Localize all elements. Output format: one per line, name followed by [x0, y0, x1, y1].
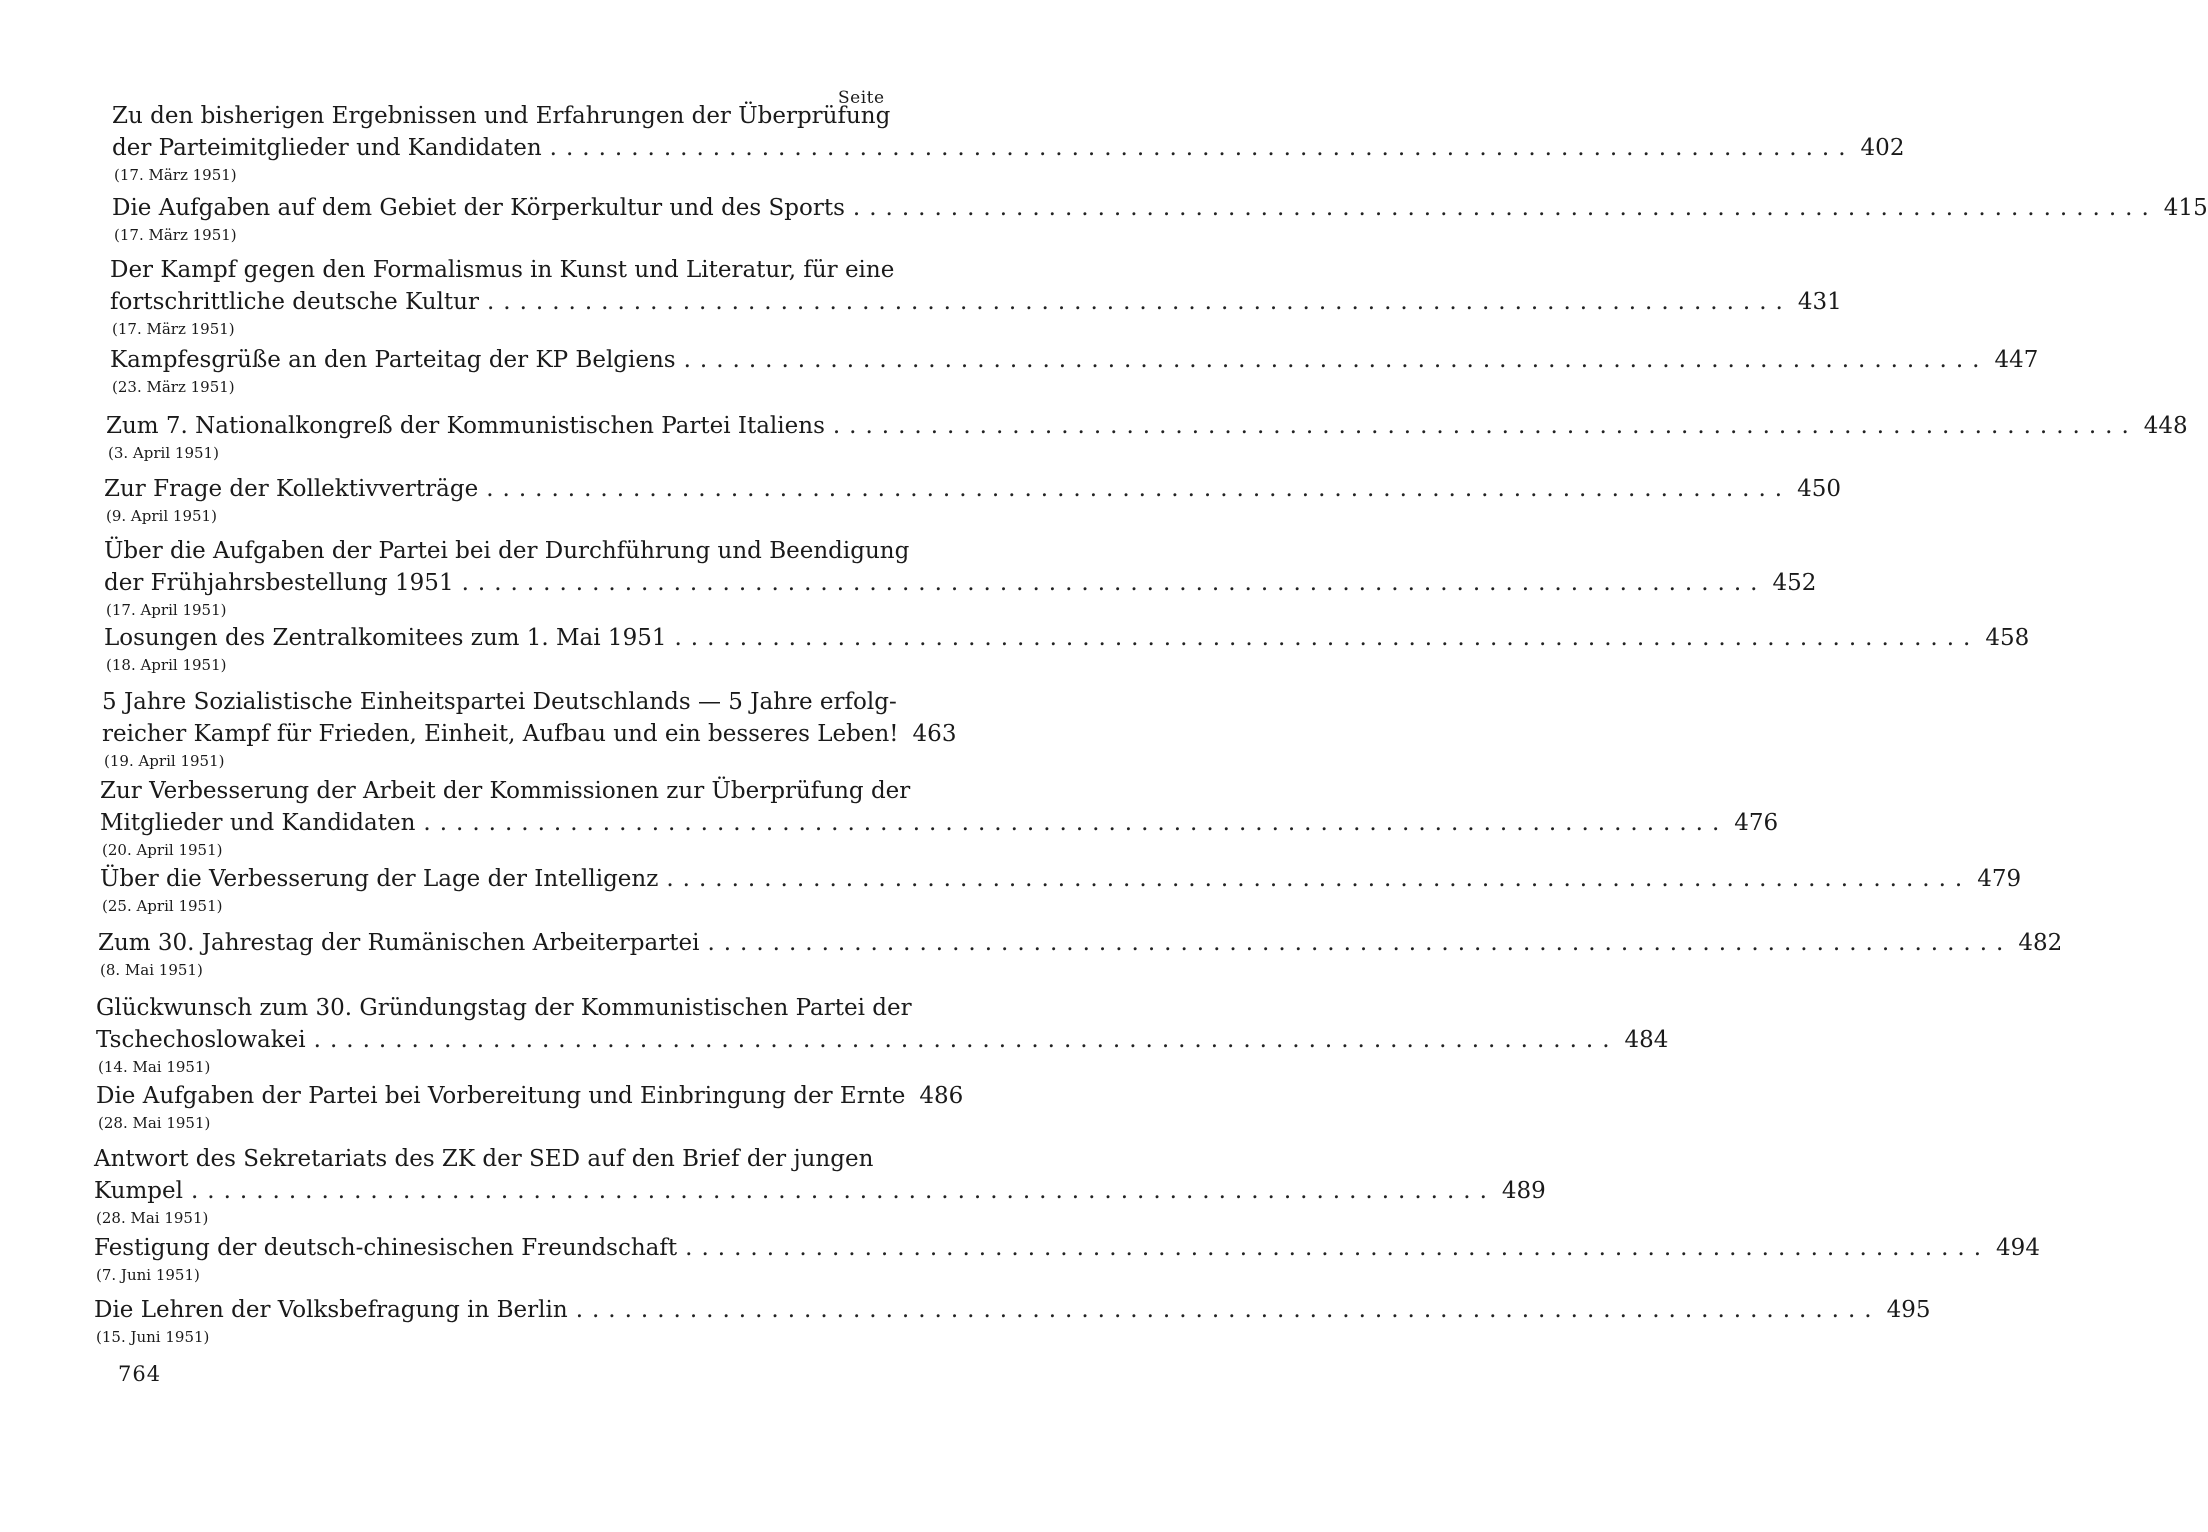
toc-entry-last-line — [106, 410, 2188, 442]
dot-leader: ................................................................................ — [549, 135, 1855, 161]
toc-entry-page: 486 — [919, 1083, 964, 1109]
toc-entry-date: (14. Mai 1951) — [98, 1058, 211, 1076]
toc-entry-date: (15. Juni 1951) — [96, 1328, 210, 1346]
toc-entry-page: 431 — [1797, 289, 1842, 315]
toc-entry-page: 495 — [1886, 1297, 1931, 1323]
toc-entry-last-line — [96, 1024, 1669, 1056]
toc-entry-title: fortschrittliche deutsche Kultur — [110, 289, 479, 315]
toc-entry-title: Die Aufgaben auf dem Gebiet der Körperkultur und des Sports — [112, 195, 845, 221]
toc-entry-title: Mitglieder und Kandidaten — [100, 810, 416, 836]
dot-leader: ................................................................................ — [707, 930, 2013, 956]
toc-entry-last-line — [112, 132, 1905, 164]
toc-entry — [104, 535, 1817, 621]
toc-entry-date: (23. März 1951) — [112, 378, 235, 396]
toc-entry-page: 447 — [1994, 347, 2039, 373]
toc-entry-page: 476 — [1734, 810, 1779, 836]
toc-entry-page: 479 — [1977, 866, 2022, 892]
toc-entry-date: (8. Mai 1951) — [100, 961, 203, 979]
toc-entry-title: Die Lehren der Volksbefragung in Berlin — [94, 1297, 568, 1323]
dot-leader: ................................................................................ — [685, 1235, 1991, 1261]
toc-entry-date: (19. April 1951) — [104, 752, 225, 770]
toc-entry-date: (3. April 1951) — [108, 444, 219, 462]
toc-entry — [94, 1143, 1546, 1229]
toc-entry-last-line — [104, 567, 1817, 599]
toc-entry-page: 450 — [1797, 476, 1841, 502]
toc-entry-last-line — [94, 1175, 1546, 1207]
toc-entry-title-line: Zur Verbesserung der Arbeit der Kommissionen zur Überprüfung der — [100, 778, 911, 804]
dot-leader: ................................................................................ — [461, 570, 1767, 596]
toc-entry — [102, 686, 957, 772]
toc-entry-last-line — [96, 1080, 964, 1112]
dot-leader: ................................................................................ — [832, 413, 2138, 439]
toc-entry-title: Zum 30. Jahrestag der Rumänischen Arbeiterpartei — [98, 930, 700, 956]
toc-entry-title: Zum 7. Nationalkongreß der Kommunistischen Partei Italiens — [106, 413, 825, 439]
dot-leader: ................................................................................ — [486, 289, 1792, 315]
toc-entry — [104, 473, 1841, 527]
dot-leader: ................................................................................ — [666, 866, 1972, 892]
toc-entry-date: (18. April 1951) — [106, 656, 227, 674]
toc-entry — [94, 1232, 2040, 1286]
dot-leader: ................................................................................ — [191, 1178, 1496, 1204]
toc-entry-date: (17. April 1951) — [106, 601, 227, 619]
toc-entry-title-line: Zu den bisherigen Ergebnissen und Erfahrungen der Überprüfung — [112, 103, 891, 129]
page-number: 764 — [118, 1362, 162, 1386]
toc-entry-date: (20. April 1951) — [102, 841, 223, 859]
toc-entry-date: (28. Mai 1951) — [98, 1114, 211, 1132]
toc-entry-title-line: 5 Jahre Sozialistische Einheitspartei Deutschlands — 5 Jahre erfolg- — [102, 689, 897, 715]
toc-entry — [110, 344, 2039, 398]
toc-entry-page: 489 — [1501, 1178, 1546, 1204]
dot-leader: ................................................................................ — [575, 1297, 1881, 1323]
toc-entry-last-line — [100, 807, 1779, 839]
toc-entry-date: (7. Juni 1951) — [96, 1266, 200, 1284]
toc-entry-page: 494 — [1996, 1235, 2040, 1261]
toc-entry-title: Losungen des Zentralkomitees zum 1. Mai 1951 — [104, 625, 667, 651]
toc-entry-date: (17. März 1951) — [114, 166, 237, 184]
toc-entry-page: 415 — [2163, 195, 2208, 221]
dot-leader: ................................................................................ — [423, 810, 1729, 836]
toc-entry — [110, 254, 1842, 340]
toc-entry — [100, 863, 2022, 917]
toc-entry — [96, 992, 1669, 1078]
toc-entry-date: (28. Mai 1951) — [96, 1209, 209, 1227]
toc-entry-last-line — [94, 1294, 1931, 1326]
toc-entry-title-line: Glückwunsch zum 30. Gründungstag der Kommunistischen Partei der — [96, 995, 912, 1021]
toc-entry-last-line — [110, 286, 1842, 318]
toc-entry-page: 482 — [2018, 930, 2063, 956]
dot-leader: ................................................................................ — [683, 347, 1989, 373]
toc-entry — [104, 622, 2030, 676]
toc-entry-title-line: Über die Aufgaben der Partei bei der Durchführung und Beendigung — [104, 538, 910, 564]
toc-entry-title-line: Der Kampf gegen den Formalismus in Kunst und Literatur, für eine — [110, 257, 895, 283]
toc-entry — [100, 775, 1779, 861]
dot-leader: ................................................................................ — [852, 195, 2158, 221]
toc-entry-last-line — [110, 344, 2039, 376]
toc-entry-last-line — [112, 192, 2208, 224]
toc-entry-date: (17. März 1951) — [112, 320, 235, 338]
toc-entry-title: Tschechoslowakei — [96, 1027, 306, 1053]
toc-entry-title-line: Antwort des Sekretariats des ZK der SED auf den Brief der jungen — [94, 1146, 874, 1172]
toc-entry-last-line — [94, 1232, 2040, 1264]
toc-entry-title: Kampfesgrüße an den Parteitag der KP Belgiens — [110, 347, 676, 373]
toc-entry-title: der Frühjahrsbestellung 1951 — [104, 570, 454, 596]
toc-entry — [96, 1080, 964, 1134]
dot-leader: ................................................................................ — [486, 476, 1792, 502]
page-column-header: Seite — [838, 88, 885, 108]
toc-entry-page: 484 — [1624, 1027, 1669, 1053]
toc-entry-title: Die Aufgaben der Partei bei Vorbereitung und Einbringung der Ernte — [96, 1083, 906, 1109]
dot-leader: ................................................................................ — [674, 625, 1980, 651]
toc-entry-title: der Parteimitglieder und Kandidaten — [112, 135, 542, 161]
toc-entry-page: 463 — [912, 721, 957, 747]
toc-entry — [106, 410, 2188, 464]
toc-entry-page: 448 — [2143, 413, 2188, 439]
toc-entry-title: reicher Kampf für Frieden, Einheit, Aufbau und ein besseres Leben! — [102, 721, 899, 747]
toc-entry-last-line — [100, 863, 2022, 895]
toc-entry-page: 458 — [1985, 625, 2030, 651]
toc-entry — [94, 1294, 1931, 1348]
toc-entry-date: (17. März 1951) — [114, 226, 237, 244]
toc-entry-last-line — [102, 718, 957, 750]
toc-entry-title: Kumpel — [94, 1178, 183, 1204]
toc-entry-last-line — [104, 473, 1841, 505]
toc-entry-date: (9. April 1951) — [106, 507, 217, 525]
toc-entry-last-line — [98, 927, 2063, 959]
toc-entry-title: Über die Verbesserung der Lage der Intelligenz — [100, 866, 659, 892]
toc-entry — [98, 927, 2063, 981]
toc-entry — [112, 100, 1905, 186]
dot-leader: ................................................................................ — [313, 1027, 1619, 1053]
toc-entry-title: Zur Frage der Kollektivverträge — [104, 476, 479, 502]
toc-entry-last-line — [104, 622, 2030, 654]
toc-entry-page: 452 — [1772, 570, 1817, 596]
toc-entry-page: 402 — [1860, 135, 1905, 161]
toc-entry-title: Festigung der deutsch-chinesischen Freundschaft — [94, 1235, 678, 1261]
toc-entry-date: (25. April 1951) — [102, 897, 223, 915]
toc-entry — [112, 192, 2208, 246]
